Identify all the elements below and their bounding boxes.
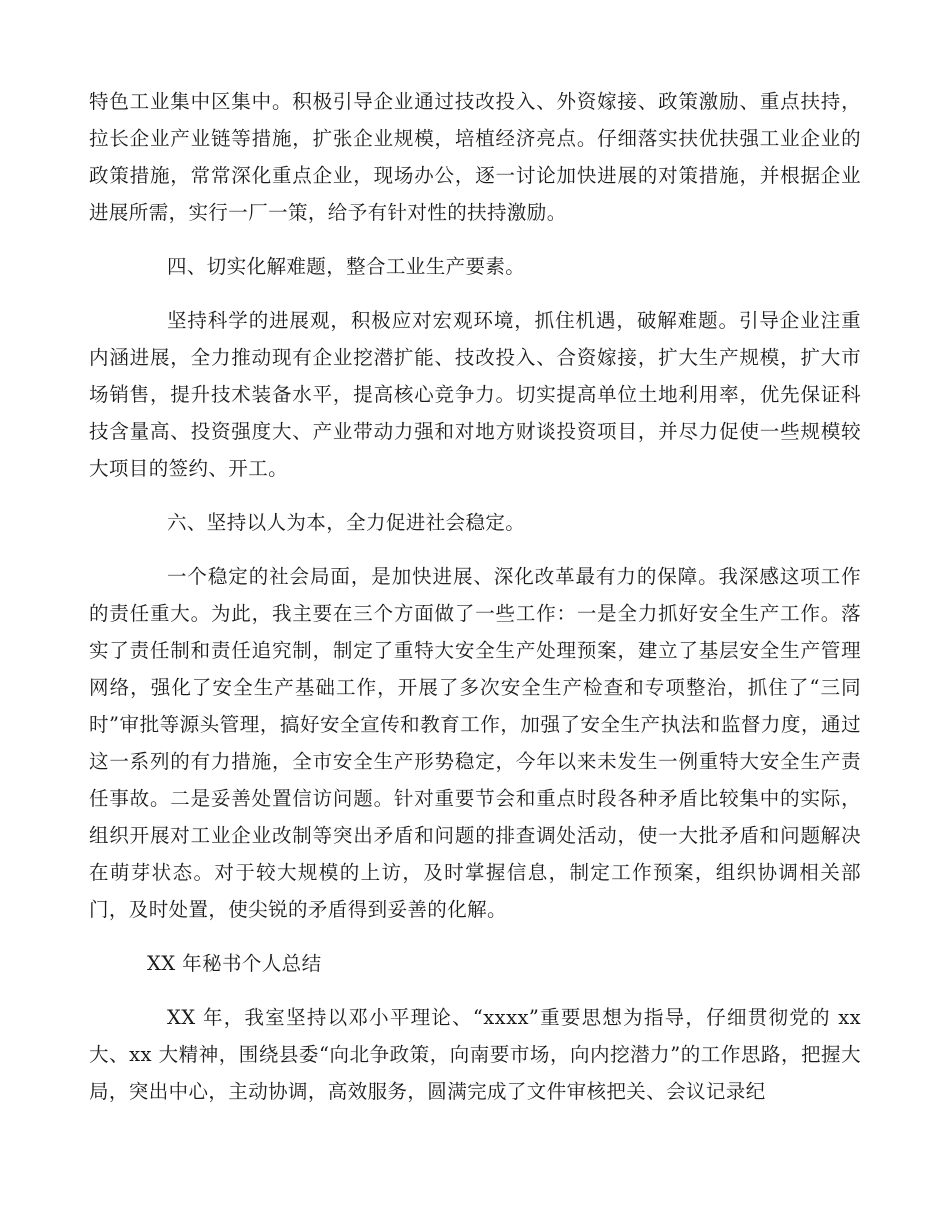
paragraph-secretary-summary: XX 年，我室坚持以邓小平理论、“xxxx”重要思想为指导，仔细贯彻党的 xx 大、xx 大精神，围绕县委“向北争政策，向南要市场，向内挖潜力”的工作思路，把握大局，突出中心，主动协调，高效服务，圆满完成了文件审核把关、会议记录纪 [89,1006,861,1103]
section-heading-six: 六、坚持以人为本，全力促进社会稳定。 [167,511,526,534]
document-subtitle: XX 年秘书个人总结 [147,952,322,975]
document-body [89,83,861,1110]
paragraph-resolve-difficulties: 坚持科学的进展观，积极应对宏观环境，抓住机遇，破解难题。引导企业注重内涵进展，全力推动现有企业挖潜扩能、技改投入、合资嫁接，扩大生产规模，扩大市场销售，提升技术装备水平，提高核心竞争力。切实提高单位土地利用率，优先保证科技含量高、投资强度大、产业带动力强和对地方财谈投资项目，并尽力促使一些规模较大项目的签约、开工。 [89,309,861,480]
paragraph-social-stability: 一个稳定的社会局面，是加快进展、深化改革最有力的保障。我深感这项工作的责任重大。为此，我主要在三个方面做了一些工作：一是全力抓好安全生产工作。落实了责任制和责任追究制，制定了重特大安全生产处理预案，建立了基层安全生产管理网络，强化了安全生产基础工作，开展了多次安全生产检查和专项整治，抓住了“三同时”审批等源头管理，搞好安全宣传和教育工作，加强了安全生产执法和监督力度，通过这一系列的有力措施，全市安全生产形势稳定，今年以来未发生一例重特大安全生产责任事故。二是妥善处置信访问题。针对重要节会和重点时段各种矛盾比较集中的实际，组织开展对工业企业改制等突出矛盾和问题的排查调处活动，使一大批矛盾和问题解决在萌芽状态。对于较大规模的上访，及时掌握信息，制定工作预案，组织协调相关部门，及时处置，使尖锐的矛盾得到妥善的化解。 [89,565,861,921]
section-heading-four: 四、切实化解难题，整合工业生产要素。 [167,255,526,278]
paragraph-industry-cluster: 特色工业集中区集中。积极引导企业通过技改投入、外资嫁接、政策激励、重点扶持，拉长企业产业链等措施，扩张企业规模，培植经济亮点。仔细落实扶优扶强工业企业的政策措施，常常深化重点企业，现场办公，逐一讨论加快进展的对策措施，并根据企业进展所需，实行一厂一策，给予有针对性的扶持激励。 [89,90,861,224]
